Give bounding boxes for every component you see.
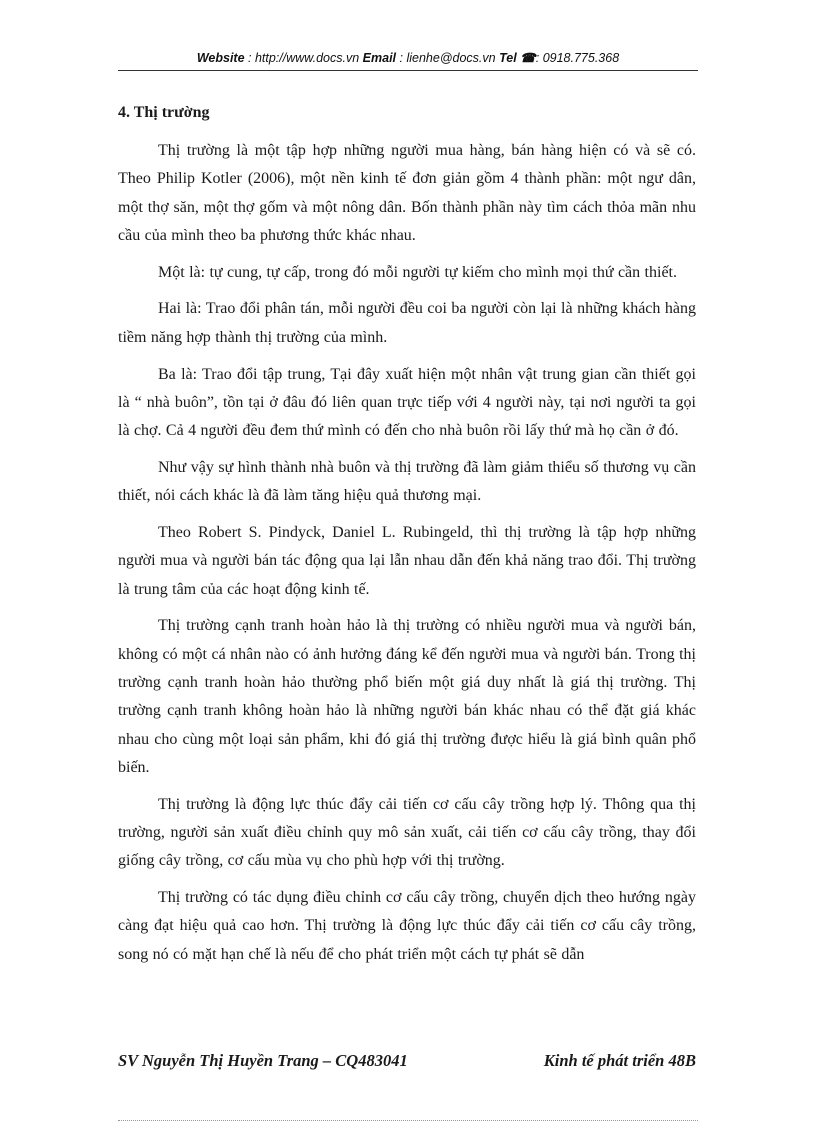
paragraph: Thị trường có tác dụng điều chỉnh cơ cấu cây trồng, chuyển dịch theo hướng ngày càng đạt hiệu quả cao hơn. Thị trường là động lực thúc đẩy cải tiến cơ cấu cây trồng, song nó có mặt hạn chế là nếu để cho phát triển một cách tự phát sẽ dẫn <box>118 889 696 963</box>
email-address[interactable]: : lienhe@docs.vn <box>399 51 496 65</box>
page-footer <box>118 1051 696 1071</box>
phone-icon: ☎ <box>520 51 536 65</box>
paragraph: Như vậy sự hình thành nhà buôn và thị trường đã làm giảm thiểu số thương vụ cần thiết, nói cách khác là đã làm tăng hiệu quả thương mại. <box>118 458 696 505</box>
paragraph: Thị trường cạnh tranh hoàn hảo là thị trường có nhiều người mua và người bán, không có một cá nhân nào có ảnh hưởng đáng kể đến người mua và người bán. Trong thị trường cạnh tranh hoàn hảo thường phổ biến một giá duy nhất là giá thị trường. Thị trường cạnh tranh không hoàn hảo là những người bán khác nhau có thể đặt giá khác nhau cho cùng một loại sản phẩm, khi đó giá thị trường được hiểu là giá bình quân phổ biến. <box>118 617 696 776</box>
tel-label: Tel <box>499 51 517 65</box>
section-heading: 4. Thị trường <box>118 104 210 121</box>
paragraph: Thị trường là động lực thúc đẩy cải tiến cơ cấu cây trồng hợp lý. Thông qua thị trường, người sản xuất điều chỉnh quy mô sản xuất, cải tiến cơ cấu cây trồng, thay đổi giống cây trồng, cơ cấu mùa vụ cho phù hợp với thị trường. <box>118 795 696 870</box>
paragraph: Một là: tự cung, tự cấp, trong đó mỗi người tự kiếm cho mình mọi thứ cần thiết. <box>158 263 677 281</box>
paragraph: Ba là: Trao đổi tập trung, Tại đây xuất hiện một nhân vật trung gian cần thiết gọi là “ nhà buôn”, tồn tại ở đâu đó liên quan trực tiếp với 4 người này, tại nơi người ta gọi là chợ. Cả 4 người đều đem thứ mình có đến cho nhà buôn rồi lấy thứ mà họ cần ở đó. <box>118 365 696 440</box>
paragraph: Thị trường là một tập hợp những người mua hàng, bán hàng hiện có và sẽ có. Theo Philip Kotler (2006), một nền kinh tế đơn giản gồm 4 thành phần: một ngư dân, một thợ săn, một thợ gốm và một nông dân. Bốn thành phần này tìm cách thỏa mãn nhu cầu của mình theo ba phương thức khác nhau. <box>118 142 696 244</box>
page-header <box>118 50 698 65</box>
website-url[interactable]: : http://www.docs.vn <box>248 51 360 65</box>
body-text <box>118 137 696 978</box>
website-label: Website <box>196 51 245 65</box>
footer-course: Kinh tế phát triển 48B <box>543 1051 696 1070</box>
paragraph: Theo Robert S. Pindyck, Daniel L. Rubingeld, thì thị trường là tập hợp những người mua và người bán tác động qua lại lẫn nhau dẫn đến khả năng trao đổi. Thị trường là trung tâm của các hoạt động kinh tế. <box>118 524 696 598</box>
paragraph: Hai là: Trao đổi phân tán, mỗi người đều coi ba người còn lại là những khách hàng tiềm năng hợp thành thị trường của mình. <box>118 300 696 346</box>
footer-author: SV Nguyễn Thị Huyền Trang – CQ483041 <box>118 1051 408 1070</box>
email-label: Email <box>362 51 397 65</box>
footer-divider <box>118 1120 698 1121</box>
tel-number: : 0918.775.368 <box>535 51 620 65</box>
header-divider <box>118 70 698 71</box>
